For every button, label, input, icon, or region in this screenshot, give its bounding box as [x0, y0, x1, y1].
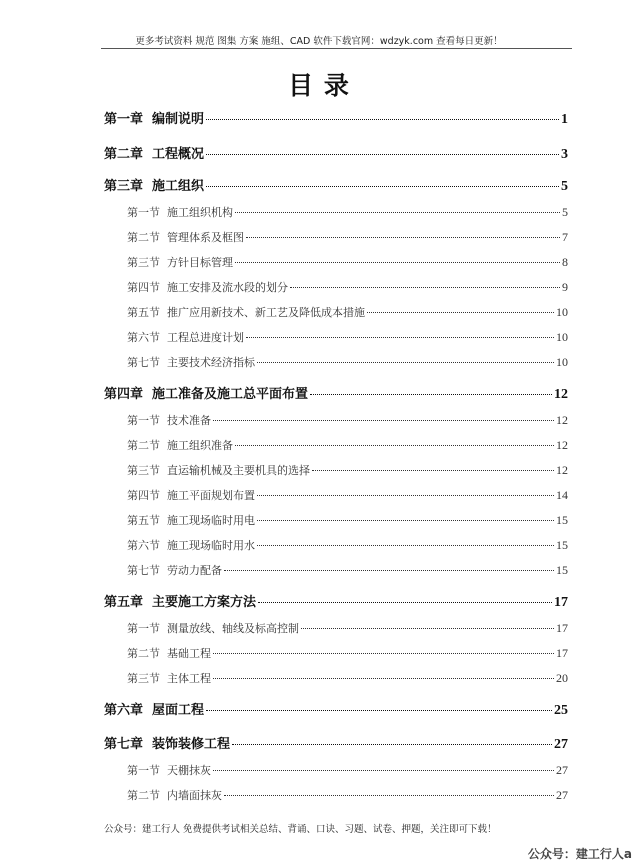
toc-entry-label: 主要施工方案方法	[152, 595, 257, 610]
toc-entry-label: 施工组织	[152, 179, 205, 194]
toc-section-entry[interactable]	[127, 329, 568, 345]
toc-page-number: 12	[556, 463, 568, 477]
toc-page-number: 20	[556, 671, 568, 685]
toc-entry-number: 第七章	[104, 737, 144, 752]
toc-page-number: 12	[556, 438, 568, 452]
toc-page-number: 10	[556, 330, 568, 344]
toc-entry-label: 施工安排及流水段的划分	[167, 281, 288, 294]
toc-chapter-entry[interactable]	[104, 699, 568, 719]
toc-dot-leader	[301, 628, 554, 629]
toc-chapter-entry[interactable]	[104, 108, 568, 128]
toc-dot-leader	[310, 394, 552, 395]
toc-section-entry[interactable]	[127, 620, 568, 636]
toc-dot-leader	[224, 795, 554, 796]
toc-entry-number: 第一章	[104, 112, 144, 127]
toc-section-entry[interactable]	[127, 670, 568, 686]
watermark-text: 公众号：建工行人a	[527, 847, 632, 861]
toc-entry-label: 方针目标管理	[167, 256, 233, 269]
toc-dot-leader	[235, 212, 560, 213]
toc-page-number: 17	[554, 595, 568, 610]
toc-section-entry[interactable]	[127, 279, 568, 295]
toc-page-number: 5	[561, 179, 568, 194]
toc-chapter-entry[interactable]	[104, 175, 568, 195]
toc-section-entry[interactable]	[127, 412, 568, 428]
toc-entry-label: 施工组织准备	[167, 439, 233, 452]
page-title: 目 录	[288, 71, 350, 100]
toc-dot-leader	[312, 470, 554, 471]
toc-entry-label: 屋面工程	[152, 703, 205, 718]
toc-dot-leader	[206, 710, 552, 711]
toc-entry-number: 第二节	[127, 647, 160, 660]
toc-dot-leader	[235, 445, 554, 446]
toc-section-entry[interactable]	[127, 512, 568, 528]
toc-entry-number: 第六节	[127, 539, 160, 552]
toc-chapter-entry[interactable]	[104, 733, 568, 753]
toc-entry-label: 内墙面抹灰	[167, 789, 222, 802]
toc-page-number: 7	[562, 230, 568, 244]
toc-page-number: 27	[554, 737, 568, 752]
toc-dot-leader	[257, 520, 554, 521]
toc-page-number: 10	[556, 355, 568, 369]
toc-dot-leader	[206, 119, 559, 120]
toc-dot-leader	[213, 678, 554, 679]
toc-section-entry[interactable]	[127, 487, 568, 503]
toc-entry-label: 天棚抹灰	[167, 764, 211, 777]
toc-dot-leader	[257, 545, 554, 546]
toc-dot-leader	[213, 420, 554, 421]
toc-entry-number: 第六章	[104, 703, 144, 718]
toc-chapter-entry[interactable]	[104, 143, 568, 163]
toc-entry-number: 第一节	[127, 622, 160, 635]
toc-dot-leader	[246, 237, 560, 238]
toc-dot-leader	[290, 287, 560, 288]
toc-dot-leader	[367, 312, 554, 313]
toc-page-number: 17	[556, 621, 568, 635]
toc-entry-label: 主要技术经济指标	[167, 356, 255, 369]
toc-page-number: 1	[561, 112, 568, 127]
toc-section-entry[interactable]	[127, 229, 568, 245]
toc-dot-leader	[206, 186, 559, 187]
toc-entry-number: 第二节	[127, 439, 160, 452]
toc-dot-leader	[224, 570, 554, 571]
toc-entry-label: 推广应用新技术、新工艺及降低成本措施	[167, 306, 365, 319]
toc-entry-label: 管理体系及框图	[167, 231, 244, 244]
toc-dot-leader	[213, 770, 554, 771]
toc-entry-label: 施工组织机构	[167, 206, 233, 219]
toc-page-number: 10	[556, 305, 568, 319]
toc-page-number: 9	[562, 280, 568, 294]
toc-entry-number: 第三节	[127, 256, 160, 269]
toc-page-number: 12	[554, 387, 568, 402]
toc-page-number: 15	[556, 513, 568, 527]
toc-entry-number: 第四节	[127, 281, 160, 294]
toc-page-number: 12	[556, 413, 568, 427]
toc-entry-label: 编制说明	[152, 112, 205, 127]
toc-entry-number: 第一节	[127, 764, 160, 777]
toc-page-number: 17	[556, 646, 568, 660]
toc-entry-label: 基础工程	[167, 647, 211, 660]
toc-page-number: 14	[556, 488, 568, 502]
toc-dot-leader	[232, 744, 552, 745]
toc-entry-number: 第六节	[127, 331, 160, 344]
toc-entry-number: 第四章	[104, 387, 144, 402]
toc-entry-label: 施工现场临时用水	[167, 539, 255, 552]
toc-section-entry[interactable]	[127, 204, 568, 220]
header-divider	[101, 48, 572, 49]
toc-entry-number: 第一节	[127, 206, 160, 219]
toc-entry-number: 第三章	[104, 179, 144, 194]
toc-entry-label: 施工平面规划布置	[167, 489, 255, 502]
toc-section-entry[interactable]	[127, 254, 568, 270]
toc-page-number: 25	[554, 703, 568, 718]
toc-entry-label: 施工现场临时用电	[167, 514, 255, 527]
toc-entry-label: 施工准备及施工总平面布置	[152, 387, 309, 402]
toc-entry-number: 第三节	[127, 672, 160, 685]
toc-page-number: 27	[556, 788, 568, 802]
toc-section-entry[interactable]	[127, 437, 568, 453]
toc-entry-label: 工程总进度计划	[167, 331, 244, 344]
toc-section-entry[interactable]	[127, 304, 568, 320]
toc-entry-label: 装饰装修工程	[152, 737, 231, 752]
toc-entry-label: 劳动力配备	[167, 564, 222, 577]
toc-page-number: 27	[556, 763, 568, 777]
toc-page-number: 15	[556, 538, 568, 552]
toc-page-number: 5	[562, 205, 568, 219]
toc-entry-number: 第五章	[104, 595, 144, 610]
toc-page-number: 15	[556, 563, 568, 577]
toc-chapter-entry[interactable]	[104, 591, 568, 611]
toc-dot-leader	[206, 154, 559, 155]
toc-dot-leader	[213, 653, 554, 654]
toc-dot-leader	[257, 362, 554, 363]
toc-entry-number: 第五节	[127, 306, 160, 319]
toc-section-entry[interactable]	[127, 354, 568, 370]
toc-entry-label: 主体工程	[167, 672, 211, 685]
toc-dot-leader	[235, 262, 560, 263]
toc-chapter-entry[interactable]	[104, 383, 568, 403]
toc-entry-label: 测量放线、轴线及标高控制	[167, 622, 299, 635]
page-header: 更多考试资料 规范 图集 方案 施组、CAD 软件下载官网：wdzyk.com 查看每日更新！	[135, 36, 503, 47]
toc-section-entry[interactable]	[127, 462, 568, 478]
toc-entry-number: 第二章	[104, 147, 144, 162]
toc-section-entry[interactable]	[127, 762, 568, 778]
page-footer: 公众号：建工行人 免费提供考试相关总结、背诵、口诀、习题、试卷、押题，关注即可下载！	[104, 824, 497, 835]
toc-entry-number: 第七节	[127, 356, 160, 369]
toc-dot-leader	[246, 337, 554, 338]
toc-entry-label: 工程概况	[152, 147, 205, 162]
toc-dot-leader	[258, 602, 552, 603]
toc-section-entry[interactable]	[127, 537, 568, 553]
toc-page-number: 3	[561, 147, 568, 162]
toc-entry-label: 直运输机械及主要机具的选择	[167, 464, 310, 477]
toc-entry-number: 第四节	[127, 489, 160, 502]
toc-page-number: 8	[562, 255, 568, 269]
toc-entry-number: 第二节	[127, 231, 160, 244]
toc-section-entry[interactable]	[127, 787, 568, 803]
toc-entry-number: 第三节	[127, 464, 160, 477]
toc-section-entry[interactable]	[127, 562, 568, 578]
toc-section-entry[interactable]	[127, 645, 568, 661]
toc-entry-number: 第二节	[127, 789, 160, 802]
toc-entry-number: 第一节	[127, 414, 160, 427]
toc-dot-leader	[257, 495, 554, 496]
toc-entry-number: 第七节	[127, 564, 160, 577]
toc-entry-number: 第五节	[127, 514, 160, 527]
toc-entry-label: 技术准备	[167, 414, 211, 427]
